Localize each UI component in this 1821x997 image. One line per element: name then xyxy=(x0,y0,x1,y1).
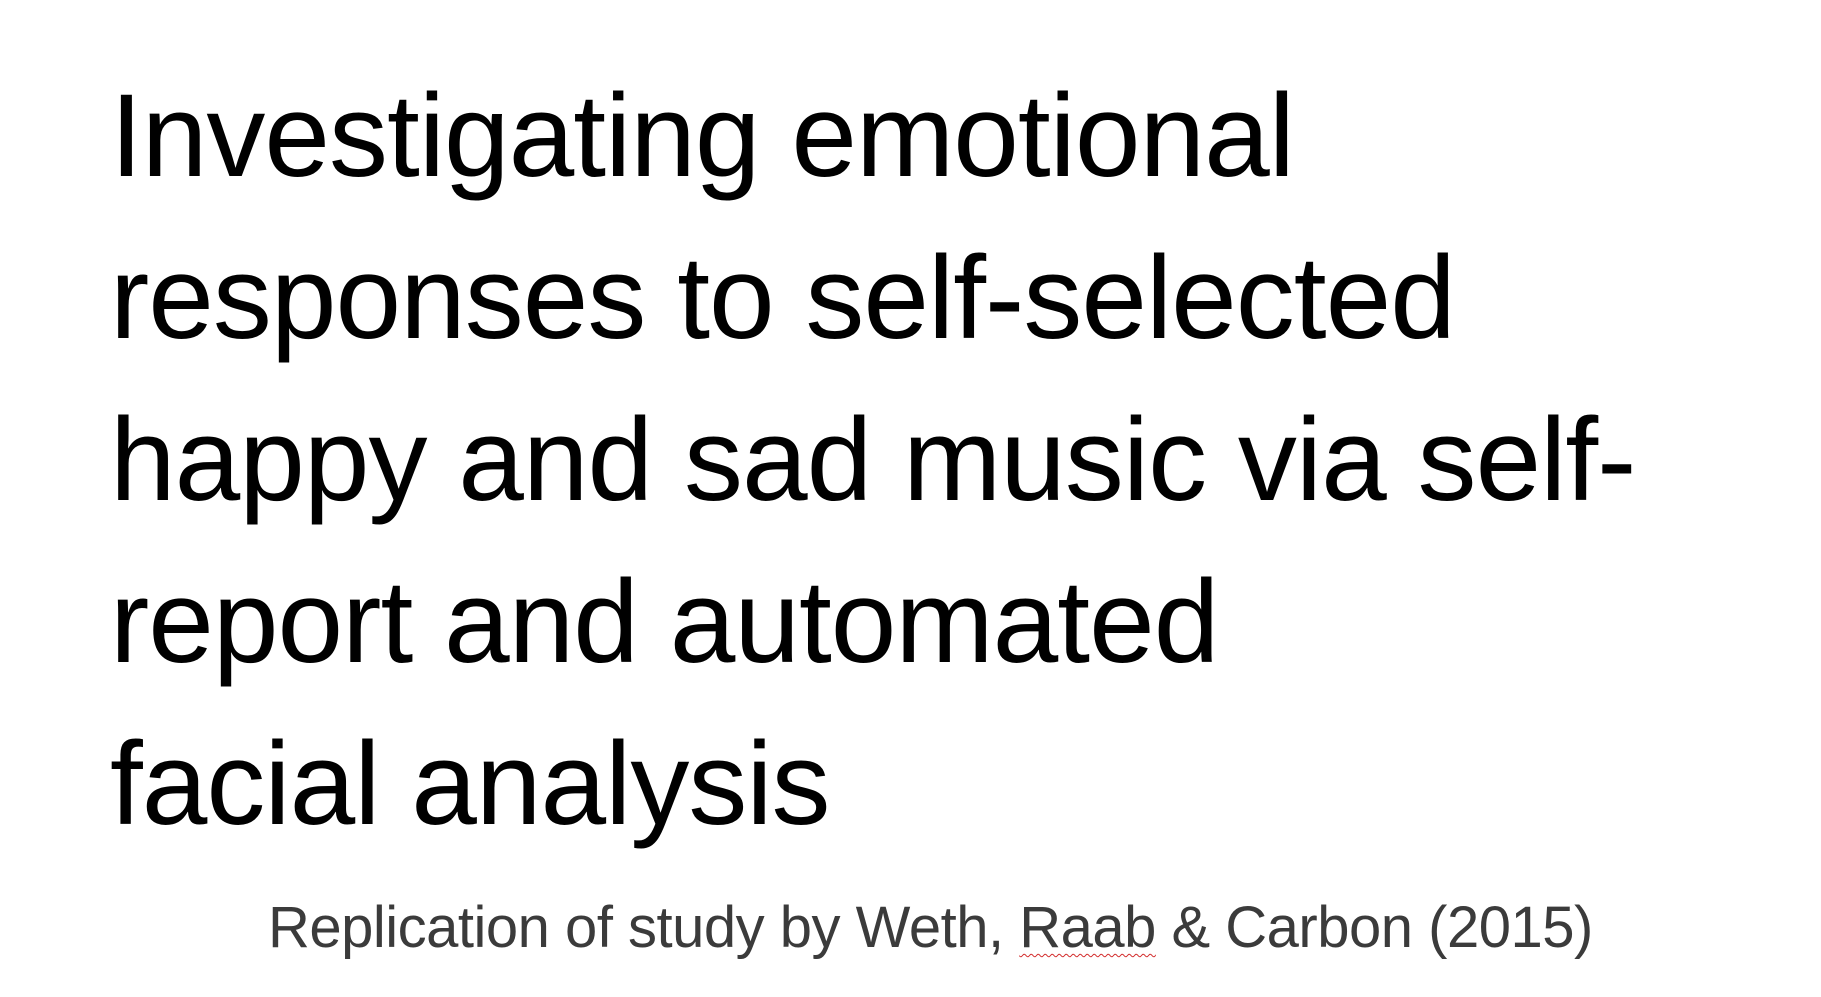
title-line-1: Investigating emotional xyxy=(110,70,1294,202)
subtitle-text-after: & Carbon (2015) xyxy=(1155,895,1593,960)
title-line-5: facial analysis xyxy=(110,718,830,850)
slide-title[interactable] xyxy=(110,55,1710,865)
spellcheck-flagged-word[interactable]: Raab xyxy=(1019,895,1156,960)
title-line-3: happy and sad music via self- xyxy=(110,394,1636,526)
slide-subtitle[interactable] xyxy=(268,888,1593,968)
title-line-4: report and automated xyxy=(110,556,1219,688)
title-line-2: responses to self-selected xyxy=(110,232,1455,364)
subtitle-text-before: Replication of study by Weth, xyxy=(268,895,1020,960)
